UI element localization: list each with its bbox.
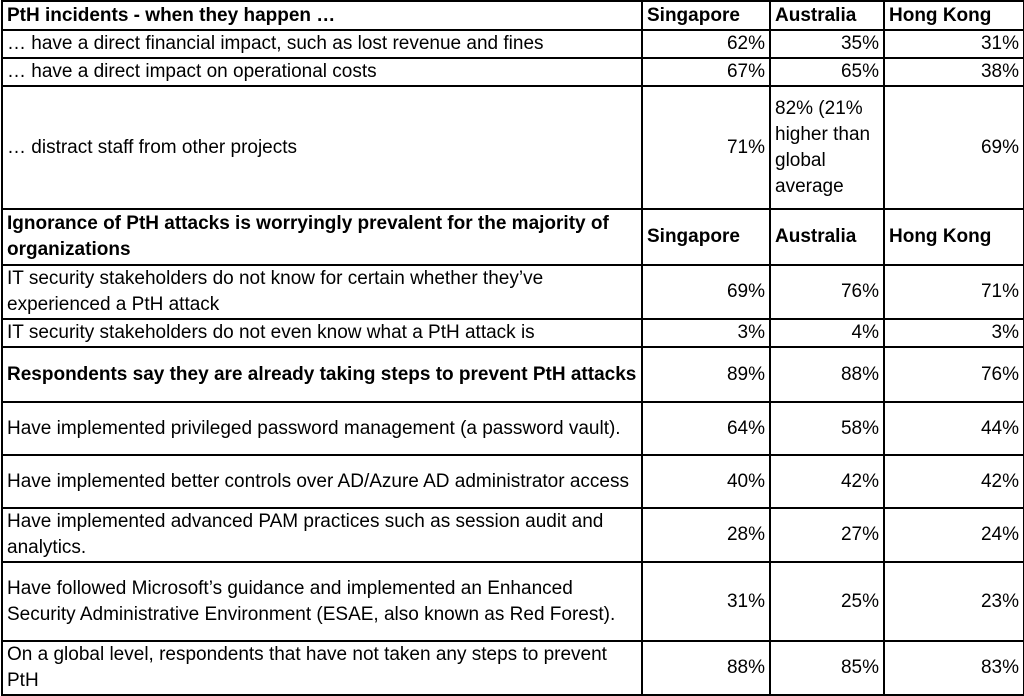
value-hong-kong: 38% (884, 58, 1024, 86)
table-row (2, 402, 1024, 455)
column-header-hong-kong: Hong Kong (884, 1, 1024, 30)
value-singapore: 28% (642, 508, 770, 562)
table-row (2, 562, 1024, 641)
value-singapore: 62% (642, 30, 770, 58)
table-row (2, 86, 1024, 209)
section-title: Respondents say they are already taking steps to prevent PtH attacks (2, 347, 642, 402)
value-hong-kong: 42% (884, 455, 1024, 508)
value-australia: 88% (770, 347, 884, 402)
value-hong-kong: 44% (884, 402, 1024, 455)
value-hong-kong: 24% (884, 508, 1024, 562)
value-australia: 42% (770, 455, 884, 508)
column-header-hong-kong: Hong Kong (884, 209, 1024, 265)
value-hong-kong: 31% (884, 30, 1024, 58)
value-australia: 76% (770, 265, 884, 319)
value-singapore: 31% (642, 562, 770, 641)
value-australia: 58% (770, 402, 884, 455)
value-australia: 25% (770, 562, 884, 641)
value-singapore: 69% (642, 265, 770, 319)
value-singapore: 64% (642, 402, 770, 455)
row-label: On a global level, respondents that have not taken any steps to prevent PtH (2, 641, 642, 695)
section-header-row (2, 1, 1024, 30)
row-label: Have followed Microsoft’s guidance and implemented an Enhanced Security Administrative Environment (ESAE, also known as Red Forest). (2, 562, 642, 641)
value-hong-kong: 69% (884, 86, 1024, 209)
section-header-row (2, 347, 1024, 402)
column-header-australia: Australia (770, 1, 884, 30)
value-singapore: 89% (642, 347, 770, 402)
table-row (2, 265, 1024, 319)
table-row (2, 641, 1024, 695)
value-hong-kong: 23% (884, 562, 1024, 641)
row-label: … have a direct financial impact, such as lost revenue and fines (2, 30, 642, 58)
value-australia: 82% (21% higher than global average (770, 86, 884, 209)
row-label: IT security stakeholders do not even know what a PtH attack is (2, 319, 642, 347)
section-title: Ignorance of PtH attacks is worryingly prevalent for the majority of organizations (2, 209, 642, 265)
value-hong-kong: 71% (884, 265, 1024, 319)
row-label: Have implemented advanced PAM practices such as session audit and analytics. (2, 508, 642, 562)
row-label: Have implemented better controls over AD/Azure AD administrator access (2, 455, 642, 508)
table-row (2, 30, 1024, 58)
value-singapore: 3% (642, 319, 770, 347)
table-row (2, 58, 1024, 86)
value-australia: 85% (770, 641, 884, 695)
value-singapore: 67% (642, 58, 770, 86)
value-hong-kong: 3% (884, 319, 1024, 347)
row-label: IT security stakeholders do not know for certain whether they’ve experienced a PtH attack (2, 265, 642, 319)
value-hong-kong: 83% (884, 641, 1024, 695)
section-header-row (2, 209, 1024, 265)
value-australia: 27% (770, 508, 884, 562)
table-row (2, 508, 1024, 562)
row-label: … distract staff from other projects (2, 86, 642, 209)
value-singapore: 71% (642, 86, 770, 209)
table-row (2, 319, 1024, 347)
value-australia: 65% (770, 58, 884, 86)
column-header-australia: Australia (770, 209, 884, 265)
table-row (2, 455, 1024, 508)
row-label: … have a direct impact on operational costs (2, 58, 642, 86)
column-header-singapore: Singapore (642, 1, 770, 30)
value-australia: 35% (770, 30, 884, 58)
row-label: Have implemented privileged password management (a password vault). (2, 402, 642, 455)
column-header-singapore: Singapore (642, 209, 770, 265)
pth-survey-table (1, 0, 1024, 696)
value-singapore: 88% (642, 641, 770, 695)
value-hong-kong: 76% (884, 347, 1024, 402)
section-title: PtH incidents - when they happen … (2, 1, 642, 30)
value-singapore: 40% (642, 455, 770, 508)
value-australia: 4% (770, 319, 884, 347)
